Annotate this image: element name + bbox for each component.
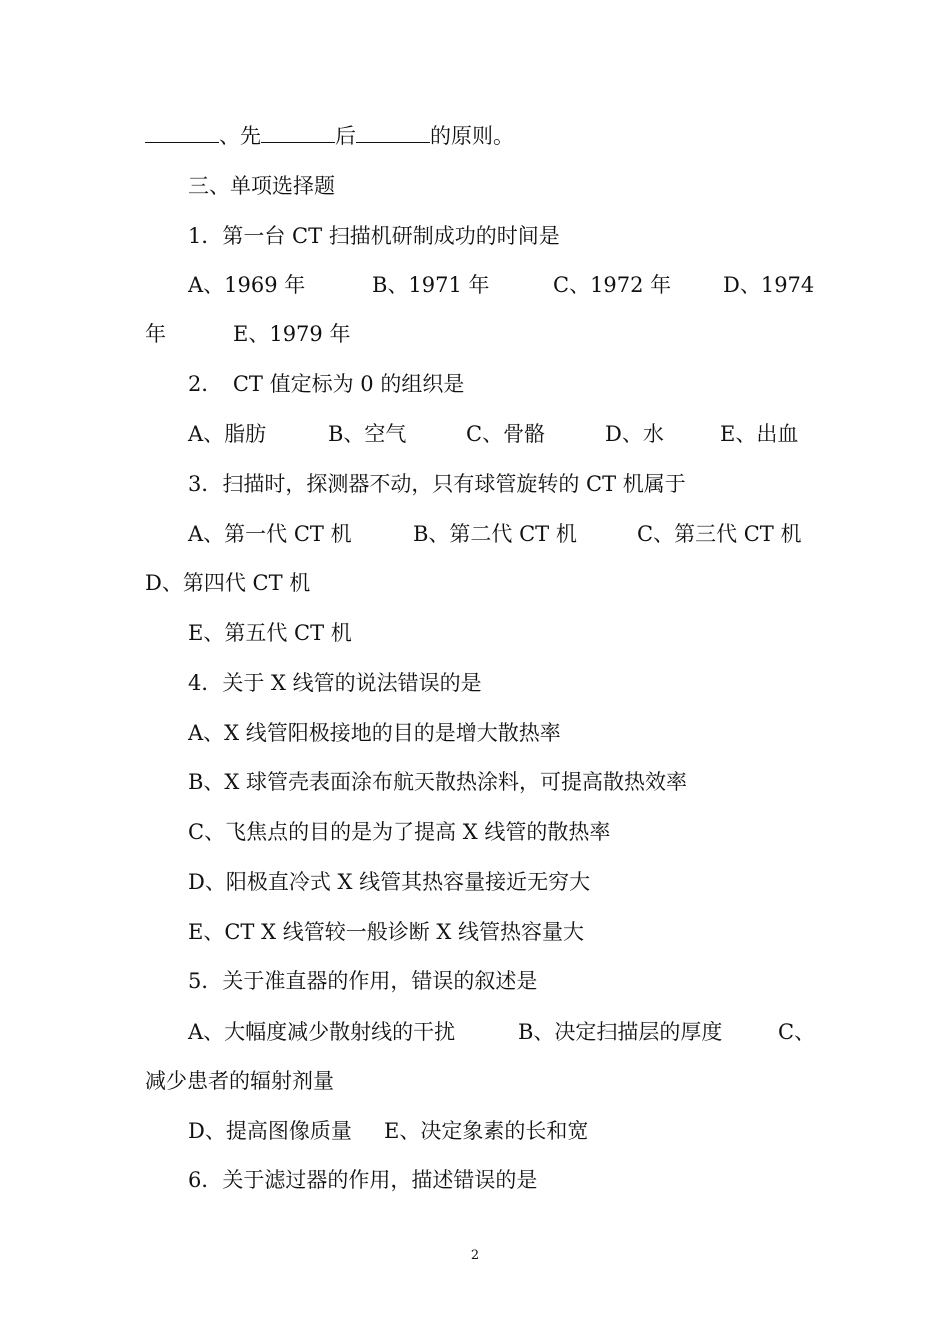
answer-blank xyxy=(356,124,430,143)
option: A、1969 年 xyxy=(188,273,306,297)
answer-blank xyxy=(261,124,335,143)
option: B、空气 xyxy=(328,422,407,446)
question-stem: 2． CT 值定标为 0 的组织是 xyxy=(188,372,465,396)
option: E、出血 xyxy=(720,422,799,446)
option-row xyxy=(0,1018,950,1046)
option: C、1972 年 xyxy=(553,273,672,297)
option-row xyxy=(0,1117,950,1145)
question-stem: 1．第一台 CT 扫描机研制成功的时间是 xyxy=(188,224,560,248)
option-continuation: 减少患者的辐射剂量 xyxy=(145,1069,334,1093)
option-row xyxy=(0,520,950,548)
option: C、骨骼 xyxy=(466,422,546,446)
option: D、1974 xyxy=(723,273,815,297)
option: 年 xyxy=(145,322,166,346)
option: D、阳极直冷式 X 线管其热容量接近无穷大 xyxy=(188,870,591,894)
option: C、 xyxy=(778,1020,816,1044)
option: E、决定象素的长和宽 xyxy=(384,1119,589,1143)
question-stem: 3．扫描时，探测器不动，只有球管旋转的 CT 机属于 xyxy=(188,472,686,496)
question-stem: 5．关于准直器的作用，错误的叙述是 xyxy=(188,969,538,993)
option: A、大幅度减少散射线的干扰 xyxy=(188,1020,456,1044)
answer-blank xyxy=(145,124,219,143)
fill-blank-line xyxy=(145,122,514,150)
option-row xyxy=(0,420,950,448)
option: B、决定扫描层的厚度 xyxy=(518,1020,723,1044)
option: A、第一代 CT 机 xyxy=(188,522,352,546)
option: B、X 球管壳表面涂布航天散热涂料，可提高散热效率 xyxy=(188,770,688,794)
option: B、第二代 CT 机 xyxy=(413,522,577,546)
option: B、1971 年 xyxy=(372,273,490,297)
section-title: 三、单项选择题 xyxy=(188,174,335,198)
question-stem: 4．关于 X 线管的说法错误的是 xyxy=(188,671,482,695)
option-row xyxy=(0,320,950,348)
fill-text-2: 后 xyxy=(335,124,356,148)
option: C、第三代 CT 机 xyxy=(637,522,802,546)
option: A、脂肪 xyxy=(188,422,267,446)
option: E、1979 年 xyxy=(233,322,351,346)
option: D、第四代 CT 机 xyxy=(145,571,311,595)
question-stem: 6．关于滤过器的作用，描述错误的是 xyxy=(188,1168,538,1192)
option: C、飞焦点的目的是为了提高 X 线管的散热率 xyxy=(188,820,611,844)
fill-text-1: 、先 xyxy=(219,124,261,148)
option: A、X 线管阳极接地的目的是增大散热率 xyxy=(188,721,561,745)
option: E、CT X 线管较一般诊断 X 线管热容量大 xyxy=(188,920,585,944)
page-number: 2 xyxy=(470,1248,480,1263)
option: E、第五代 CT 机 xyxy=(188,621,352,645)
option: D、提高图像质量 xyxy=(188,1119,352,1143)
option-row xyxy=(0,271,950,299)
option: D、水 xyxy=(605,422,664,446)
fill-text-3: 的原则。 xyxy=(430,124,514,148)
